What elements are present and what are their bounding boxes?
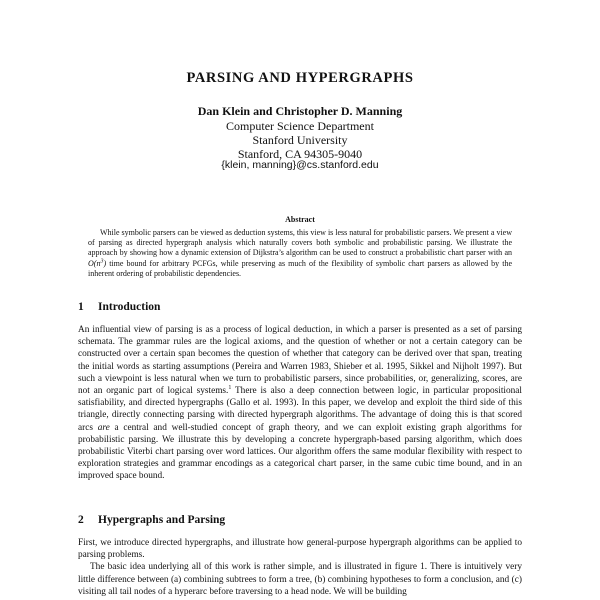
intro-text-c: a central and well-studied concept of graph theory, and we can exploit existing graph algorithms for probabilistic parsing. We illustrate this by developing a concrete hypergraph-based parsing algorithm, which does probabilistic Viterbi chart parsing over word lattices. Our algorithm offers the same modular flexibility with respect to exploration strategies and grammar encodings as a categorical chart parser, in the same cubic time bound, and in an improved space bound. (78, 422, 522, 482)
paper-title: PARSING AND HYPERGRAPHS (186, 70, 414, 86)
author-location: Stanford, CA 94305-9040 (237, 147, 363, 161)
abstract-formula: $O(n^3)$ (88, 257, 107, 268)
section-title: Introduction (98, 301, 161, 313)
abstract-text-2: time bound for arbitrary PCFGs, while preserving as much of the flexibility of symbolic chart parsers as allowed by the inherent ordering of probabilistic dependencies. (88, 258, 512, 278)
section-heading-hypergraphs (78, 514, 225, 526)
section-title: Hypergraphs and Parsing (98, 514, 226, 526)
hypergraphs-paragraph-1: First, we introduce directed hypergraphs, and illustrate how general-purpose hypergraph algorithms can be applied to parsing problems. (78, 538, 522, 561)
paper-authors: Dan Klein and Christopher D. Manning (197, 104, 403, 118)
intro-text-b: There is also a deep connection between logic, in particular propositional satisfiability, and directed hypergraphs (Gallo et al. 1993). In this paper, we develop and exploit the third side of this triangle, directly connecting parsing with directed hypergraph algorithms. The advantage of doing this is that scored arcs (78, 386, 523, 433)
abstract-text-1: While symbolic parsers can be viewed as deduction systems, this view is less natural for probabilistic parsers. We present a view of parsing as directed hypergraph analysis which naturally covers both symbolic and probabilistic parsing. We illustrate the approach by showing how a dynamic extension of Dijkstra’s algorithm can be used to construct a probabilistic chart parser with an (88, 228, 512, 258)
hypergraphs-body (78, 537, 522, 598)
introduction-body (78, 324, 522, 483)
author-university: Stanford University (252, 133, 348, 147)
section-heading-introduction (78, 301, 160, 313)
section-number: 1 (78, 301, 84, 313)
author-email: {klein, manning}@cs.stanford.edu (221, 159, 379, 171)
author-department: Computer Science Department (226, 119, 374, 133)
abstract-heading: Abstract (285, 215, 315, 224)
section-number: 2 (78, 514, 84, 526)
footnote-mark: 1 (228, 384, 232, 391)
intro-text-a: An influential view of parsing is as a process of logical deduction, in which a parser is presented as a set of parsing schemata. The grammar rules are the logical axioms, and the question of whether or not a certain category can be constructed over a certain span becomes the question of whether that category can be derived over that span, treating the initial words as starting assumptions (Pereira and Warren 1983, Shieber et al. 1995, Sikkel and Nijholt 1997). But such a viewpoint is less natural when we turn to probabilistic parsers, since probabilities, or, generalizing, scores, are not an organic part of logical systems. (78, 325, 522, 397)
abstract-body (88, 228, 512, 279)
intro-emphasis: are (97, 422, 110, 433)
hypergraphs-paragraph-2: The basic idea underlying all of this work is rather simple, and is illustrated in figure 1. There is intuitively very little difference between (a) combining subtrees to form a tree, (b) combining hypotheses to form a conclusion, and (c) visiting all tail nodes of a hyperarc before traversing to a head node. We will be building (78, 562, 522, 597)
